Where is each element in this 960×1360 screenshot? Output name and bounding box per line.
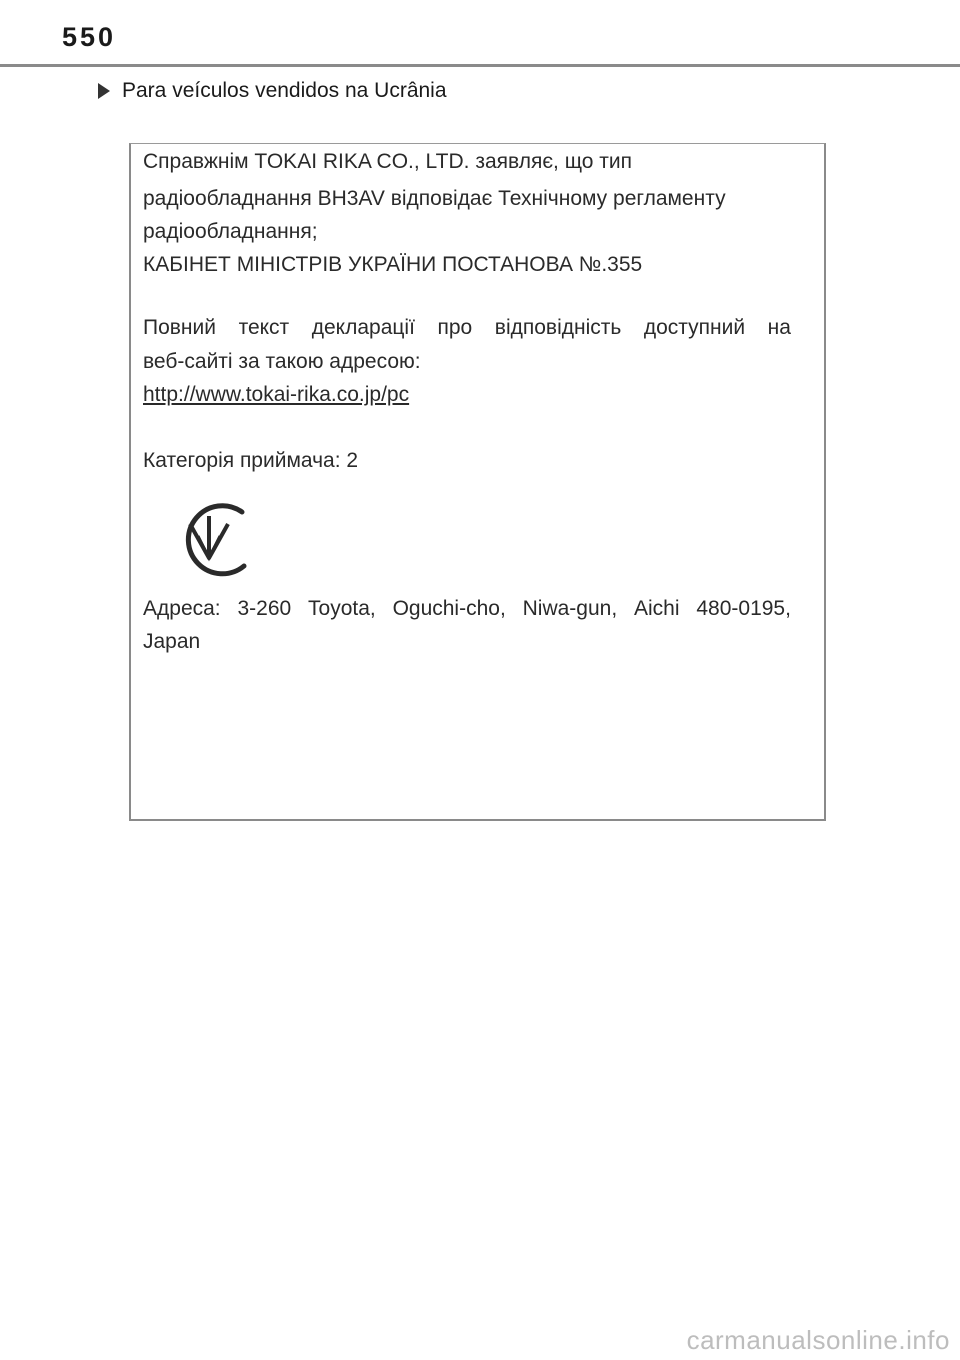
fulltext-word: на <box>767 316 791 339</box>
address-line-2: Japan <box>143 630 201 653</box>
declaration-line-2: радіообладнання BH3AV відповідає Технічному регламенту <box>143 187 726 210</box>
address-word: Toyota, <box>308 597 376 620</box>
watermark: carmanualsonline.info <box>686 1325 950 1355</box>
fulltext-line-2: веб-сайті за такою адресою: <box>143 350 421 373</box>
page-number: 550 <box>62 22 117 52</box>
declaration-line-3: радіообладнання; <box>143 220 318 243</box>
fulltext-word: доступний <box>643 316 746 339</box>
fulltext-word: відповідність <box>494 316 622 339</box>
address-line-1 <box>143 597 791 621</box>
declaration-line-4: КАБІНЕТ МІНІСТРІВ УКРАЇНИ ПОСТАНОВА №.355 <box>143 253 643 276</box>
fulltext-word: текст <box>238 316 290 339</box>
declaration-box <box>129 143 826 821</box>
section-heading <box>98 79 447 103</box>
address-word: Niwa-gun, <box>522 597 618 620</box>
triangle-bullet-icon <box>98 83 110 99</box>
declaration-url-link[interactable]: http://www.tokai-rika.co.jp/pc <box>143 383 410 406</box>
fulltext-line-1 <box>143 316 791 340</box>
fulltext-word: декларації <box>311 316 415 339</box>
ukrainian-conformity-mark-icon <box>172 496 252 580</box>
section-heading-text: Para veículos vendidos na Ucrânia <box>122 79 447 102</box>
address-word: Aichi <box>634 597 680 620</box>
address-word: Oguchi-cho, <box>392 597 506 620</box>
declaration-line-1: Справжнім TOKAI RIKA CO., LTD. заявляє, що тип <box>143 150 632 173</box>
fulltext-word: про <box>437 316 473 339</box>
receiver-category: Категорія приймача: 2 <box>143 449 359 472</box>
header-divider <box>0 64 960 67</box>
address-word: Адреса: <box>143 597 221 620</box>
fulltext-word: Повний <box>143 316 216 339</box>
address-word: 480-0195, <box>696 597 791 620</box>
address-word: 3-260 <box>237 597 292 620</box>
